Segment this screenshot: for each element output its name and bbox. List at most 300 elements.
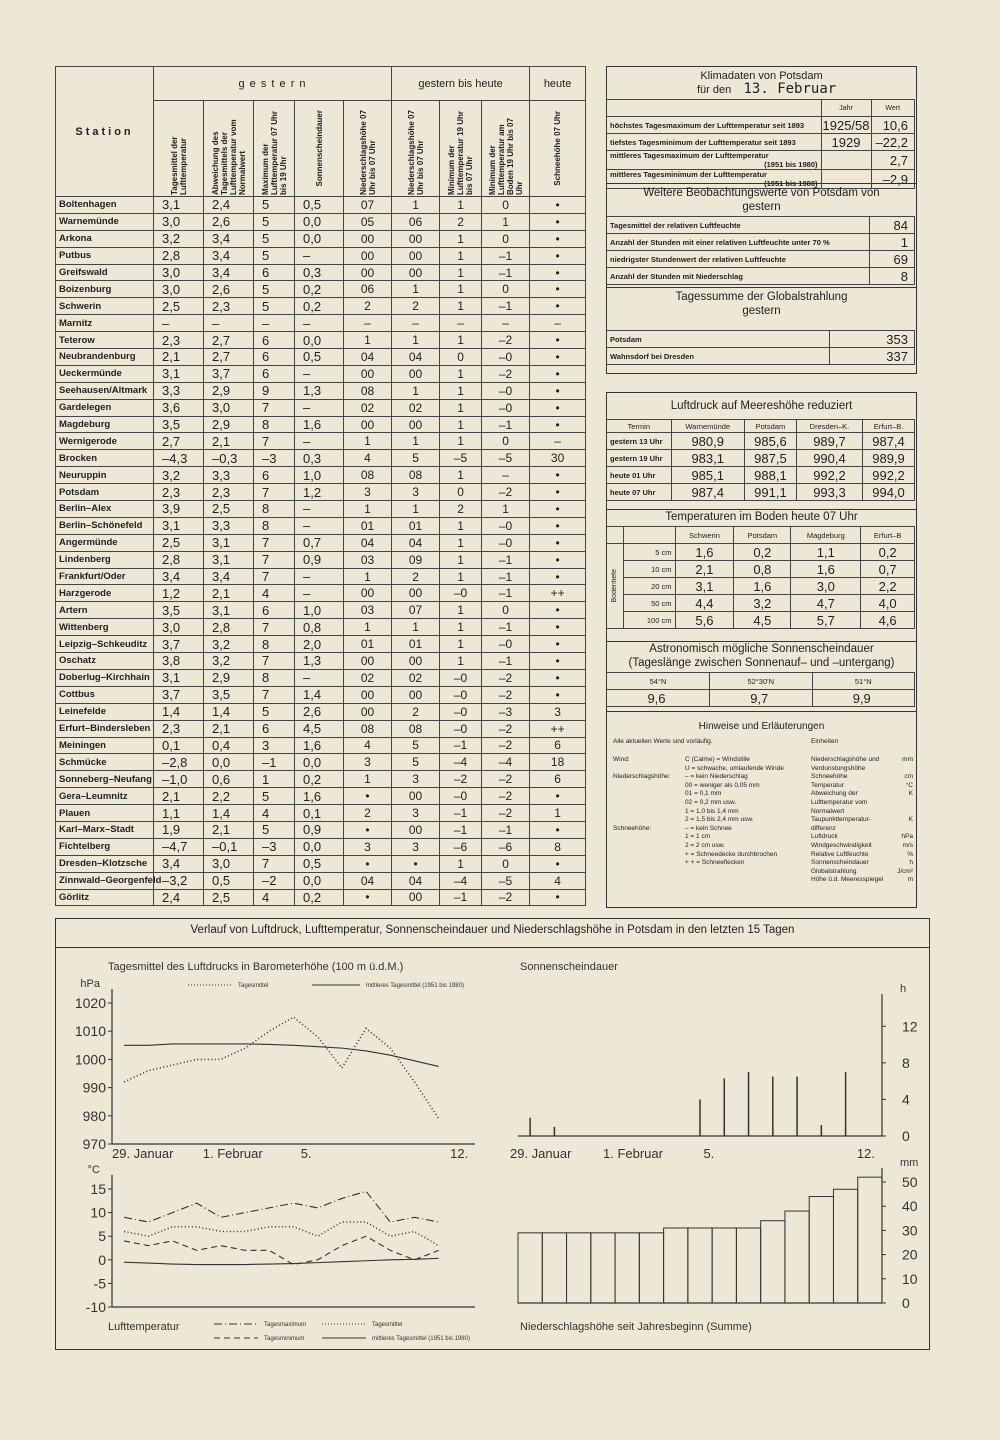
station-value: 2 xyxy=(440,501,482,518)
station-value: 7 xyxy=(254,399,295,416)
station-value: 3,2 xyxy=(204,636,254,653)
klima-label-text: höchstes Tagesmaximum der Lufttemperatur seit 1893 xyxy=(610,120,805,130)
station-value: 06 xyxy=(344,281,392,298)
astro-title1: Astronomisch mögliche Sonnenscheindauer xyxy=(649,643,874,655)
station-value: 2,9 xyxy=(204,669,254,686)
station-value: 1,0 xyxy=(295,602,344,619)
station-value: 5 xyxy=(254,821,295,838)
col-header-label: Minimum der Lufttemperatur am Boden 19 Uhr bis 07 Uhr xyxy=(487,117,524,195)
station-value: 08 xyxy=(344,467,392,484)
station-value: 1 xyxy=(482,213,530,230)
station-value: 7 xyxy=(254,686,295,703)
boden-value: 3,2 xyxy=(734,595,791,612)
station-value: • xyxy=(344,889,392,906)
right-date-label: 29. Januar xyxy=(510,1146,572,1161)
klima-title: Klimadaten von Potsdam xyxy=(700,70,823,82)
boden-value: 4,0 xyxy=(861,595,915,612)
station-value: 07 xyxy=(392,602,440,619)
hinweise-def: 1 = 1 cm xyxy=(685,833,711,841)
station-value: 2 xyxy=(440,213,482,230)
luftdruck-header: Dresden–K. xyxy=(796,420,862,433)
boden-value: 0,2 xyxy=(734,544,791,561)
station-value: 1,4 xyxy=(154,703,204,720)
boden-value: 5,7 xyxy=(791,612,861,629)
station-value: 3 xyxy=(392,771,440,788)
station-value: – xyxy=(295,433,344,450)
unit-label: Abweichung der Lufttemperatur vom Normalwert xyxy=(811,790,868,815)
station-value: • xyxy=(530,551,586,568)
station-value: –6 xyxy=(482,838,530,855)
station-value: 3,0 xyxy=(154,619,204,636)
unit-label: Temperatur xyxy=(811,781,844,789)
station-value: 3,1 xyxy=(204,602,254,619)
klima-wert: –2,9 xyxy=(871,170,915,189)
station-value: 08 xyxy=(344,720,392,737)
klima-label-text: mittleres Tagesmaximum der Lufttemperatur xyxy=(610,151,769,160)
station-value: 2,4 xyxy=(154,889,204,906)
station-value: 0,0 xyxy=(295,838,344,855)
station-value: • xyxy=(530,788,586,805)
station-value: 8 xyxy=(530,838,586,855)
col-header-label: Minimum der Lufttemperatur 19 Uhr bis 07 Uhr xyxy=(447,110,475,195)
y-tick-label: 8 xyxy=(902,1054,910,1071)
station-value: 3,0 xyxy=(154,213,204,230)
station-value: • xyxy=(530,298,586,315)
station-value: 1 xyxy=(392,501,440,518)
unit-label: Relative Luftfeuchte xyxy=(811,850,869,858)
station-name: Schmücke xyxy=(56,754,154,771)
station-value: 1,9 xyxy=(154,821,204,838)
station-value: • xyxy=(344,821,392,838)
station-value: 5 xyxy=(254,281,295,298)
station-value: 3,4 xyxy=(204,264,254,281)
y-tick-label: 0 xyxy=(902,1128,910,1144)
nieder-bar xyxy=(858,1177,882,1303)
y-tick-label: 990 xyxy=(82,1079,106,1096)
unit-label: Höhe ü.d. Meeresspiegel xyxy=(811,876,884,884)
y-tick-label: 30 xyxy=(902,1222,918,1239)
station-value: –4 xyxy=(482,754,530,771)
station-value: 00 xyxy=(392,247,440,264)
station-value: 1 xyxy=(440,365,482,382)
boden-header: Schwerin xyxy=(675,527,734,544)
station-value: 0,1 xyxy=(154,737,204,754)
boden-value: 4,7 xyxy=(791,595,861,612)
boden-depth: 50 cm xyxy=(623,595,675,612)
legend-label: Tagesmittel xyxy=(238,983,269,989)
station-value: 8 xyxy=(254,517,295,534)
station-value: 1 xyxy=(344,332,392,349)
station-value: 0,2 xyxy=(295,889,344,906)
station-value: 1,4 xyxy=(204,703,254,720)
station-value: –2,8 xyxy=(154,754,204,771)
station-value: 2,6 xyxy=(295,703,344,720)
y-tick-label: 10 xyxy=(90,1204,106,1221)
station-value: 3,2 xyxy=(204,653,254,670)
station-value: 3,1 xyxy=(204,551,254,568)
station-value: 2 xyxy=(392,298,440,315)
luftdruck-value: 987,4 xyxy=(863,433,915,450)
series-mittleres xyxy=(124,1044,439,1067)
station-value: 2,4 xyxy=(204,197,254,214)
station-value: 2,5 xyxy=(154,298,204,315)
station-name: Cottbus xyxy=(56,686,154,703)
unit-label: Globalstrahlung xyxy=(811,867,857,875)
y-tick-label: 4 xyxy=(902,1091,910,1108)
station-value: 8 xyxy=(254,416,295,433)
station-value: 08 xyxy=(392,720,440,737)
station-name: Doberlug–Kirchhain xyxy=(56,669,154,686)
station-value: 1 xyxy=(344,619,392,636)
nieder-bar xyxy=(518,1233,542,1303)
right-date-label: 12. xyxy=(856,1146,875,1161)
station-value: 2,9 xyxy=(204,382,254,399)
station-value: 1,1 xyxy=(154,805,204,822)
station-value: 0,0 xyxy=(204,754,254,771)
luftdruck-value: 988,1 xyxy=(744,467,796,484)
station-name: Putbus xyxy=(56,247,154,264)
station-value: 2 xyxy=(392,568,440,585)
station-value: 7 xyxy=(254,855,295,872)
station-value: 0,2 xyxy=(295,298,344,315)
station-value: • xyxy=(530,281,586,298)
station-value: 5 xyxy=(254,247,295,264)
station-value: – xyxy=(530,315,586,332)
weitere-wert: 84 xyxy=(869,217,915,234)
station-value: 3,1 xyxy=(204,534,254,551)
y-tick-label: 15 xyxy=(90,1181,106,1197)
station-value: 1 xyxy=(482,501,530,518)
station-value: –0 xyxy=(440,585,482,602)
y-tick-label: 20 xyxy=(902,1246,918,1263)
unit-value: K xyxy=(908,790,913,798)
station-value: 04 xyxy=(392,534,440,551)
legend-mittel: Tagesmittel xyxy=(372,1322,403,1328)
station-value: 0,0 xyxy=(295,230,344,247)
station-value: – xyxy=(482,467,530,484)
station-value: • xyxy=(344,855,392,872)
station-value: • xyxy=(530,669,586,686)
unit-label: Windgeschwindigkeit xyxy=(811,841,872,849)
station-value: –0 xyxy=(482,399,530,416)
station-name: Frankfurt/Oder xyxy=(56,568,154,585)
y-axis-label: h xyxy=(900,983,907,995)
unit-value: J/cm² xyxy=(897,867,913,875)
station-name: Lindenberg xyxy=(56,551,154,568)
station-value: 2,3 xyxy=(154,720,204,737)
station-value: 2,1 xyxy=(204,821,254,838)
station-value: –0,3 xyxy=(204,450,254,467)
luftdruck-value: 985,6 xyxy=(744,433,796,450)
station-value: • xyxy=(530,399,586,416)
unit-value: hPa xyxy=(901,833,913,841)
station-value: 1,6 xyxy=(295,788,344,805)
boden-value: 0,7 xyxy=(861,561,915,578)
y-axis-label: mm xyxy=(900,1157,919,1169)
station-value: 2 xyxy=(392,703,440,720)
station-value: • xyxy=(530,365,586,382)
station-value: 0,4 xyxy=(204,737,254,754)
station-value: 3,1 xyxy=(154,365,204,382)
station-value: • xyxy=(530,636,586,653)
station-value: 08 xyxy=(344,382,392,399)
station-value: –1 xyxy=(440,889,482,906)
station-value: –0 xyxy=(440,686,482,703)
nieder-bar xyxy=(591,1233,615,1303)
right-date-label: 1. Februar xyxy=(603,1146,663,1161)
station-value: 2,8 xyxy=(204,619,254,636)
station-name: Magdeburg xyxy=(56,416,154,433)
astro-value: 9,9 xyxy=(812,690,915,707)
boden-value: 3,0 xyxy=(791,578,861,595)
station-name: Boltenhagen xyxy=(56,197,154,214)
station-value: 0,2 xyxy=(295,771,344,788)
station-value: 0,9 xyxy=(295,821,344,838)
station-value: 2,3 xyxy=(204,298,254,315)
boden-value: 0,2 xyxy=(861,544,915,561)
station-value: 3,7 xyxy=(154,636,204,653)
station-value: 04 xyxy=(392,349,440,366)
station-value: –1 xyxy=(482,416,530,433)
col-header-label: Maximum der Lufttemperatur 07 Uhr bis 19 Uhr xyxy=(260,110,288,195)
station-value: 1 xyxy=(392,332,440,349)
station-value: 3,6 xyxy=(154,399,204,416)
klima-wert: 10,6 xyxy=(871,117,915,134)
hinweise-title: Hinweise und Erläuterungen xyxy=(698,721,825,732)
station-value: 02 xyxy=(392,399,440,416)
station-value: –0 xyxy=(440,720,482,737)
station-value: –2 xyxy=(482,669,530,686)
nieder-bar xyxy=(785,1211,809,1303)
station-name: Gera–Leumnitz xyxy=(56,788,154,805)
luftdruck-value: 992,2 xyxy=(796,467,862,484)
station-value: ++ xyxy=(530,585,586,602)
hinweise-intro: Alle aktuellen Werte sind vorläufig. xyxy=(613,738,713,745)
station-name: Görlitz xyxy=(56,889,154,906)
series-max xyxy=(124,1191,439,1222)
station-value: 1 xyxy=(440,534,482,551)
station-name: Plauen xyxy=(56,805,154,822)
y-axis-label: hPa xyxy=(80,978,100,990)
station-value: 00 xyxy=(392,264,440,281)
station-value: 00 xyxy=(392,230,440,247)
y-tick-label: 980 xyxy=(82,1107,106,1124)
luftdruck-header: Warnemünde xyxy=(671,420,744,433)
station-value: • xyxy=(392,855,440,872)
station-value: –1 xyxy=(482,653,530,670)
station-header: Station xyxy=(56,67,154,197)
unit-value: % xyxy=(907,850,913,858)
station-value: –4 xyxy=(440,754,482,771)
hinweise-def: 01 = 0,1 mm xyxy=(685,790,722,798)
station-value: 1 xyxy=(440,399,482,416)
boden-value: 4,6 xyxy=(861,612,915,629)
station-value: 5 xyxy=(392,754,440,771)
station-value: 1 xyxy=(440,230,482,247)
station-value: 00 xyxy=(392,821,440,838)
station-value: 8 xyxy=(254,669,295,686)
station-value: 7 xyxy=(254,433,295,450)
station-value: 3 xyxy=(344,754,392,771)
station-value: 2,2 xyxy=(204,788,254,805)
station-value: 0,6 xyxy=(204,771,254,788)
station-value: 3,8 xyxy=(154,653,204,670)
unit-label: Luftdruck xyxy=(811,833,838,841)
station-value: 3 xyxy=(344,838,392,855)
station-value: 0,7 xyxy=(295,534,344,551)
station-value: 1,6 xyxy=(295,416,344,433)
station-value: 7 xyxy=(254,653,295,670)
astro-title2: (Tageslänge zwischen Sonnenauf– und –untergang) xyxy=(628,657,895,669)
boden-value: 2,2 xyxy=(861,578,915,595)
station-value: –2 xyxy=(482,484,530,501)
station-value: 3 xyxy=(392,805,440,822)
druck-title: Tagesmittel des Luftdrucks in Barometerhöhe (100 m ü.d.M.) xyxy=(108,961,404,973)
station-value: 0 xyxy=(482,602,530,619)
boden-value: 5,6 xyxy=(675,612,734,629)
hinweise-def: 2 = 2 cm usw. xyxy=(685,841,725,849)
station-value: 3,7 xyxy=(204,365,254,382)
station-value: 1,6 xyxy=(295,737,344,754)
unit-label: Niederschlagshöhe und Verdunstungshöhe xyxy=(811,756,880,772)
nieder-bar xyxy=(688,1228,712,1303)
station-value: –5 xyxy=(440,450,482,467)
station-value: 3 xyxy=(344,484,392,501)
global-wert: 353 xyxy=(829,331,915,348)
boden-depth: 5 cm xyxy=(623,544,675,561)
station-value: 2,6 xyxy=(204,281,254,298)
station-name: Zinnwald–Georgenfeld xyxy=(56,872,154,889)
group-gestern: g e s t e r n xyxy=(154,67,392,101)
verlauf-title: Verlauf von Luftdruck, Lufttemperatur, Sonnenscheindauer und Niederschlagshöhe in Potsdam in den letzten 15 Tagen xyxy=(190,924,795,936)
station-value: 3,3 xyxy=(204,467,254,484)
station-value: 1 xyxy=(392,281,440,298)
station-value: 1 xyxy=(344,568,392,585)
col-header-label: Tagesmittel der Lufttemperatur xyxy=(169,135,188,195)
luftdruck-value: 992,2 xyxy=(863,467,915,484)
klima-period: (1951 bis 1980) xyxy=(764,160,818,169)
station-value: • xyxy=(530,602,586,619)
boden-header: Erfurt–B xyxy=(861,527,915,544)
station-value: 2,5 xyxy=(204,501,254,518)
station-value: 0,5 xyxy=(295,197,344,214)
station-name: Wittenberg xyxy=(56,619,154,636)
station-value: 1 xyxy=(440,264,482,281)
station-value: 6 xyxy=(254,332,295,349)
station-name: Warnemünde xyxy=(56,213,154,230)
legend-min: Tagesminimum xyxy=(264,1336,305,1342)
nieder-bar xyxy=(542,1233,566,1303)
nieder-bar xyxy=(736,1228,760,1303)
series-mittleres-temp xyxy=(124,1258,439,1264)
station-name: Brocken xyxy=(56,450,154,467)
station-value: 3,4 xyxy=(154,568,204,585)
station-value: – xyxy=(295,669,344,686)
station-value: 00 xyxy=(344,585,392,602)
station-value: 1 xyxy=(440,551,482,568)
station-name: Artern xyxy=(56,602,154,619)
klima-h-wert: Wert xyxy=(871,100,915,117)
y-tick-label: 1000 xyxy=(74,1051,106,1068)
unit-label: Sonnenscheindauer xyxy=(811,859,869,867)
station-value: 3,9 xyxy=(154,501,204,518)
station-value: – xyxy=(204,315,254,332)
y-tick-label: 1010 xyxy=(74,1023,106,1040)
station-value: 0,3 xyxy=(295,264,344,281)
y-axis-label: °C xyxy=(87,1164,100,1176)
station-value: 04 xyxy=(344,349,392,366)
station-value: 2,1 xyxy=(204,433,254,450)
station-value: –5 xyxy=(482,872,530,889)
legend-max: Tagesmaximum xyxy=(264,1322,307,1328)
astro-header: 52°30'N xyxy=(710,673,813,690)
station-value: 7 xyxy=(254,568,295,585)
station-value: 5 xyxy=(254,197,295,214)
station-name: Berlin–Schönefeld xyxy=(56,517,154,534)
global-wert: 337 xyxy=(829,348,915,365)
station-value: 01 xyxy=(392,636,440,653)
station-value: 2,1 xyxy=(154,788,204,805)
station-value: –0 xyxy=(440,788,482,805)
weitere-wert: 1 xyxy=(869,234,915,251)
station-value: –2 xyxy=(440,771,482,788)
global-label: Potsdam xyxy=(607,331,829,348)
station-value: 3,5 xyxy=(154,602,204,619)
station-value: –2 xyxy=(482,737,530,754)
station-value: 2,7 xyxy=(204,332,254,349)
station-value: 0 xyxy=(482,197,530,214)
weitere-label: Tagesmittel der relativen Luftfeuchte xyxy=(607,217,869,234)
station-value: 6 xyxy=(254,467,295,484)
station-value: 3,0 xyxy=(154,281,204,298)
station-value: –0 xyxy=(440,669,482,686)
station-value: 1 xyxy=(254,771,295,788)
station-value: 8 xyxy=(254,501,295,518)
boden-value: 1,6 xyxy=(791,561,861,578)
station-value: 30 xyxy=(530,450,586,467)
station-value: 3,4 xyxy=(204,568,254,585)
hinweise-einheiten: Einheiten xyxy=(811,738,839,745)
station-value: –3 xyxy=(254,450,295,467)
station-value: 6 xyxy=(254,365,295,382)
y-tick-label: -5 xyxy=(93,1275,106,1292)
station-value: 2,5 xyxy=(154,534,204,551)
col-header-label: Schneehöhe 07 Uhr xyxy=(553,111,563,186)
astro-header: 54°N xyxy=(607,673,710,690)
station-value: –3 xyxy=(254,838,295,855)
station-value: –1 xyxy=(440,821,482,838)
station-name: Angermünde xyxy=(56,534,154,551)
station-value: 0,0 xyxy=(295,332,344,349)
station-name: Karl–Marx–Stadt xyxy=(56,821,154,838)
station-value: –1 xyxy=(482,821,530,838)
station-value: 6 xyxy=(530,737,586,754)
weitere-label: Anzahl der Stunden mit Niederschlag xyxy=(607,268,869,285)
station-value: 2,1 xyxy=(204,720,254,737)
station-value: 0,2 xyxy=(295,281,344,298)
station-value: 2,3 xyxy=(154,484,204,501)
station-value: 4 xyxy=(254,585,295,602)
col-header-label: Abweichung des Tagesmittels der Lufttemperatur vom Normalwert xyxy=(210,118,247,195)
station-value: 3 xyxy=(530,703,586,720)
y-tick-label: 5 xyxy=(98,1228,106,1245)
station-value: 1 xyxy=(440,382,482,399)
station-value: – xyxy=(530,433,586,450)
station-value: –0 xyxy=(482,382,530,399)
nieder-bar xyxy=(567,1233,591,1303)
station-value: 1 xyxy=(440,602,482,619)
station-name: Erfurt–Bindersleben xyxy=(56,720,154,737)
